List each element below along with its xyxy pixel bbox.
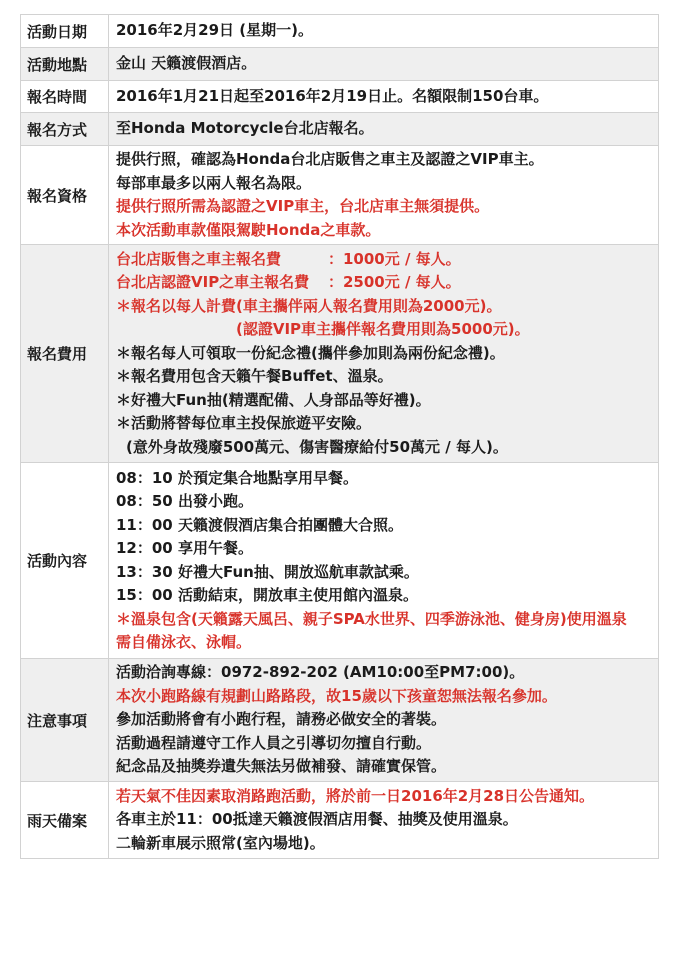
event-info-table (20, 14, 659, 859)
fee-amount: ：2500元 / 每人。 (328, 273, 461, 292)
eligibility-line-highlight: 提供行照所需為認證之VIP車主，台北店車主無須提供。 (116, 197, 490, 215)
fee-amount: ：1000元 / 每人。 (328, 249, 461, 268)
eligibility-line: 每部車最多以兩人報名為限。 (116, 173, 312, 192)
value-schedule (109, 463, 659, 659)
label-registration-method: 報名方式 (21, 113, 109, 146)
row-eligibility (21, 146, 659, 245)
schedule-activity: 好禮大Fun抽、開放巡航車款試乘。 (177, 562, 419, 581)
schedule-note-highlight: 需自備泳衣、泳帽。 (116, 633, 252, 651)
eligibility-line: 提供行照，確認為Honda台北店販售之車主及認證之VIP車主。 (116, 150, 544, 168)
value-fees (109, 245, 659, 463)
value-event-date (109, 15, 659, 48)
fee-note: (意外身故殘廢500萬元、傷害醫療給付50萬元 / 每人)。 (126, 437, 508, 456)
label-venue: 活動地點 (21, 48, 109, 81)
fee-note-highlight: ＊報名以每人計費(車主攜伴兩人報名費用則為2000元)。 (116, 296, 502, 315)
value-registration-period (109, 81, 659, 113)
label-fees: 報名費用 (21, 245, 109, 463)
notice-line: 活動過程請遵守工作人員之引導切勿擅自行動。 (116, 733, 432, 752)
value-venue (109, 48, 659, 81)
fee-name: 台北店販售之車主報名費 (116, 249, 282, 268)
rain-plan-line-highlight: 若天氣不佳因素取消路跑活動，將於前一日2016年2月28日公告通知。 (116, 786, 595, 805)
event-date-text: 2016年2月29日 (星期一)。 (116, 21, 313, 40)
notice-line: 參加活動將會有小跑行程，請務必做安全的著裝。 (116, 710, 447, 729)
label-event-date: 活動日期 (21, 15, 109, 48)
label-registration-period: 報名時間 (21, 81, 109, 113)
notice-line: 紀念品及抽獎券遺失無法另做補發、請確實保管。 (116, 757, 447, 776)
schedule-item (116, 561, 651, 585)
row-venue (21, 48, 659, 81)
registration-period-text: 2016年1月21日起至2016年2月19日止。名額限制150台車。 (116, 86, 549, 105)
row-rain-plan (21, 782, 659, 859)
eligibility-line-highlight: 本次活動車款僅限駕駛Honda之車款。 (116, 220, 381, 239)
fee-note: ＊好禮大Fun抽(精選配備、人身部品等好禮)。 (116, 390, 431, 409)
schedule-note-highlight: ＊溫泉包含(天籟露天風呂、親子SPA水世界、四季游泳池、健身房)使用溫泉 (116, 609, 627, 628)
fee-note: ＊報名費用包含天籟午餐Buffet、溫泉。 (116, 367, 393, 386)
label-schedule: 活動內容 (21, 463, 109, 659)
schedule-activity: 於預定集合地點享用早餐。 (177, 468, 358, 487)
rain-plan-line: 各車主於11：00抵達天籟渡假酒店用餐、抽獎及使用溫泉。 (116, 810, 518, 829)
row-registration-period (21, 81, 659, 113)
schedule-item (116, 584, 651, 608)
row-schedule (21, 463, 659, 659)
schedule-item (116, 490, 651, 514)
fee-note: ＊報名每人可領取一份紀念禮(攜伴參加則為兩份紀念禮)。 (116, 343, 505, 362)
row-notices (21, 659, 659, 782)
rain-plan-line: 二輪新車展示照常(室內場地)。 (116, 833, 325, 852)
schedule-time: 08：50 (116, 492, 173, 510)
schedule-time: 13：30 (116, 562, 173, 581)
schedule-time: 11：00 (116, 515, 173, 534)
venue-text: 金山 天籟渡假酒店。 (116, 54, 257, 73)
notice-line: 活動洽詢專線：0972-892-202 (AM10:00至PM7:00)。 (116, 663, 525, 682)
schedule-activity: 活動結束，開放車主使用館內溫泉。 (177, 586, 418, 604)
row-registration-method (21, 113, 659, 146)
schedule-activity: 出發小跑。 (177, 492, 253, 510)
schedule-activity: 天籟渡假酒店集合拍團體大合照。 (177, 515, 403, 534)
value-registration-method (109, 113, 659, 146)
value-eligibility (109, 146, 659, 245)
schedule-item (116, 537, 651, 561)
notice-line-highlight: 本次小跑路線有規劃山路路段，故15歲以下孩童恕無法報名參加。 (116, 686, 557, 705)
label-notices: 注意事項 (21, 659, 109, 782)
schedule-item (116, 514, 651, 538)
value-notices (109, 659, 659, 782)
fee-line-vip-owner (116, 271, 651, 295)
schedule-time: 15：00 (116, 586, 173, 604)
fee-line-store-owner (116, 248, 651, 272)
row-event-date (21, 15, 659, 48)
row-fees (21, 245, 659, 463)
value-rain-plan (109, 782, 659, 859)
label-rain-plan: 雨天備案 (21, 782, 109, 859)
fee-note-highlight: (認證VIP車主攜伴報名費用則為5000元)。 (236, 320, 530, 339)
schedule-item (116, 467, 651, 491)
fee-name: 台北店認證VIP之車主報名費 (116, 273, 310, 292)
label-eligibility: 報名資格 (21, 146, 109, 245)
registration-method-text: 至Honda Motorcycle台北店報名。 (116, 119, 374, 138)
fee-note: ＊活動將替每位車主投保旅遊平安險。 (116, 414, 372, 433)
schedule-time: 12：00 (116, 539, 173, 557)
schedule-time: 08：10 (116, 468, 173, 487)
schedule-activity: 享用午餐。 (177, 539, 253, 557)
